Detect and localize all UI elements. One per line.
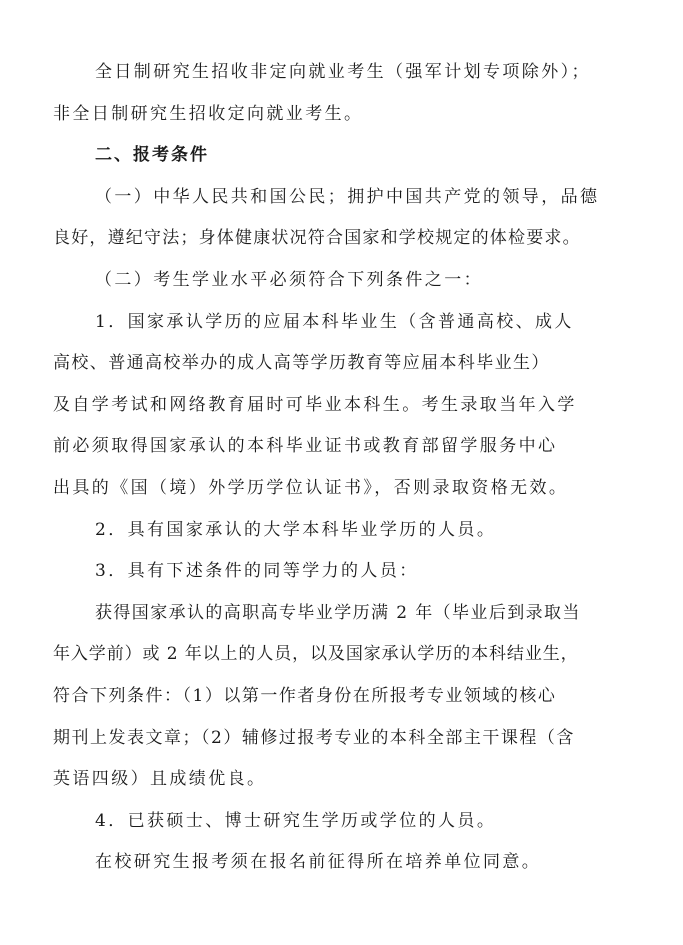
list-item-line: 及自学考试和网络教育届时可毕业本科生。考生录取当年入学: [53, 395, 577, 415]
list-item-line: 2．具有国家承认的大学本科毕业学历的人员。: [95, 520, 497, 540]
paragraph-line: 英语四级）且成绩优良。: [53, 769, 267, 789]
paragraph-line: 全日制研究生招收非定向就业考生（强军计划专项除外）；: [95, 62, 591, 82]
paragraph-line: （二）考生学业水平必须符合下列条件之一：: [95, 270, 483, 290]
paragraph-line: 获得国家承认的高职高专毕业学历满 2 年（毕业后到录取当: [95, 603, 581, 623]
paragraph-line: 在校研究生报考须在报名前征得所在培养单位同意。: [95, 852, 542, 872]
list-item-line: 出具的《国（境）外学历学位认证书》，否则录取资格无效。: [53, 478, 569, 498]
list-item-line: 高校、普通高校举办的成人高等学历教育等应届本科毕业生）: [53, 353, 550, 373]
paragraph-line: 非全日制研究生招收定向就业考生。: [53, 104, 364, 124]
paragraph-line: （一）中华人民共和国公民；拥护中国共产党的领导，品德: [95, 187, 600, 207]
paragraph-line: 期刊上发表文章；（2）辅修过报考专业的本科全部主干课程（含: [53, 728, 575, 748]
list-item-line: 前必须取得国家承认的本科毕业证书或教育部留学服务中心: [53, 436, 558, 456]
paragraph-line: 年入学前）或 2 年以上的人员，以及国家承认学历的本科结业生，: [53, 644, 579, 664]
paragraph-line: 符合下列条件：（1）以第一作者身份在所报考专业领域的核心: [53, 686, 557, 706]
paragraph-line: 良好，遵纪守法；身体健康状况符合国家和学校规定的体检要求。: [53, 228, 581, 248]
list-item-line: 1．国家承认学历的应届本科毕业生（含普通高校、成人: [95, 312, 574, 332]
list-item-line: 4．已获硕士、博士研究生学历或学位的人员。: [95, 811, 497, 831]
list-item-line: 3．具有下述条件的同等学力的人员：: [95, 561, 419, 581]
section-heading: 二、报考条件: [95, 145, 209, 165]
